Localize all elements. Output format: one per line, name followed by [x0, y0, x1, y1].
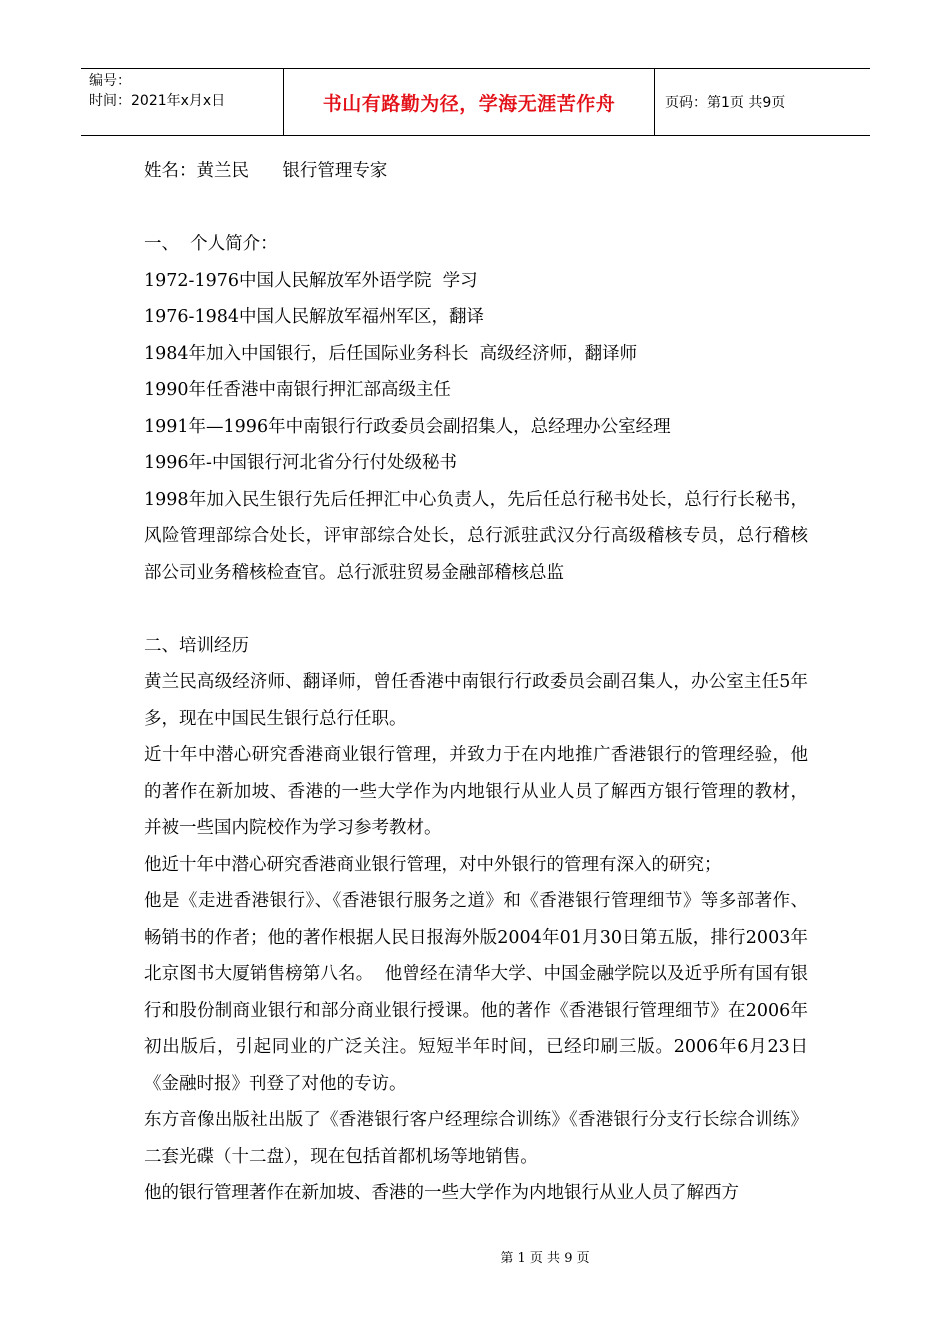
blank-line	[144, 190, 808, 227]
header-meta	[81, 69, 283, 135]
resume-line: 1990年任香港中南银行押汇部高级主任	[144, 380, 452, 400]
training-paragraph: 他近十年中潜心研究香港商业银行管理，对中外银行的管理有深入的研究；	[144, 854, 722, 875]
page-header	[81, 68, 870, 136]
training-paragraph: 他是《走进香港银行》、《香港银行服务之道》和《香港银行管理细节》等多部著作、畅销书的作者；他的著作根据人民日报海外版2004年01月30日第五版，排行2003年北京图书大厦销售榜第八名。 他曾经在清华大学、中国金融学院以及近乎所有国有银行和股份制商业银行和部分商业银行授课。他的著作《香港银行管理细节》在2006年初出版后，引起同业的广泛关注。短短半年时间，已经印刷三版。2006年6月23日《金融时报》刊登了对他的专访。	[144, 891, 808, 1094]
training-paragraph: 他的银行管理著作在新加坡、香港的一些大学作为内地银行从业人员了解西方	[144, 1183, 739, 1203]
resume-line: 1976-1984中国人民解放军福州军区，翻译	[144, 307, 484, 327]
training-paragraph: 东方音像出版社出版了《香港银行客户经理综合训练》《香港银行分支行长综合训练》二套光碟（十二盘），现在包括首都机场等地销售。	[144, 1110, 808, 1167]
training-paragraph: 近十年中潜心研究香港商业银行管理，并致力于在内地推广香港银行的管理经验，他的著作在新加坡、香港的一些大学作为内地银行从业人员了解西方银行管理的教材，并被一些国内院校作为学习参考教材。	[144, 745, 808, 838]
name-line: 姓名：黄兰民 银行管理专家	[144, 161, 388, 181]
blank-line	[144, 591, 808, 628]
header-page-info: 页码：第1页 共9页	[665, 95, 786, 111]
section-title-profile: 一、 个人简介：	[144, 234, 278, 254]
document-body	[144, 153, 808, 1212]
resume-line: 1996年-中国银行河北省分行付处级秘书	[144, 453, 457, 473]
resume-line: 1972-1976中国人民解放军外语学院 学习	[144, 270, 478, 291]
resume-line: 1984年加入中国银行，后任国际业务科长 高级经济师，翻译师	[144, 343, 638, 364]
training-paragraph: 黄兰民高级经济师、翻译师，曾任香港中南银行行政委员会副召集人，办公室主任5年多，现在中国民生银行总行任职。	[144, 672, 808, 729]
header-motto: 书山有路勤为径，学海无涯苦作舟	[283, 69, 655, 135]
resume-line: 1991年—1996年中南银行行政委员会副招集人，总经理办公室经理	[144, 416, 671, 437]
section-title-training: 二、培训经历	[144, 635, 249, 656]
serial-label: 编号：	[89, 73, 131, 89]
page-footer: 第 1 页 共 9 页	[500, 1251, 590, 1266]
resume-line: 1998年加入民生银行先后任押汇中心负责人，先后任总行秘书处长，总行行长秘书，风险管理部综合处长，评审部综合处长，总行派驻武汉分行高级稽核专员，总行稽核部公司业务稽核检查官。总行派驻贸易金融部稽核总监	[144, 489, 808, 583]
time-label: 时间：2021年x月x日	[89, 93, 226, 109]
